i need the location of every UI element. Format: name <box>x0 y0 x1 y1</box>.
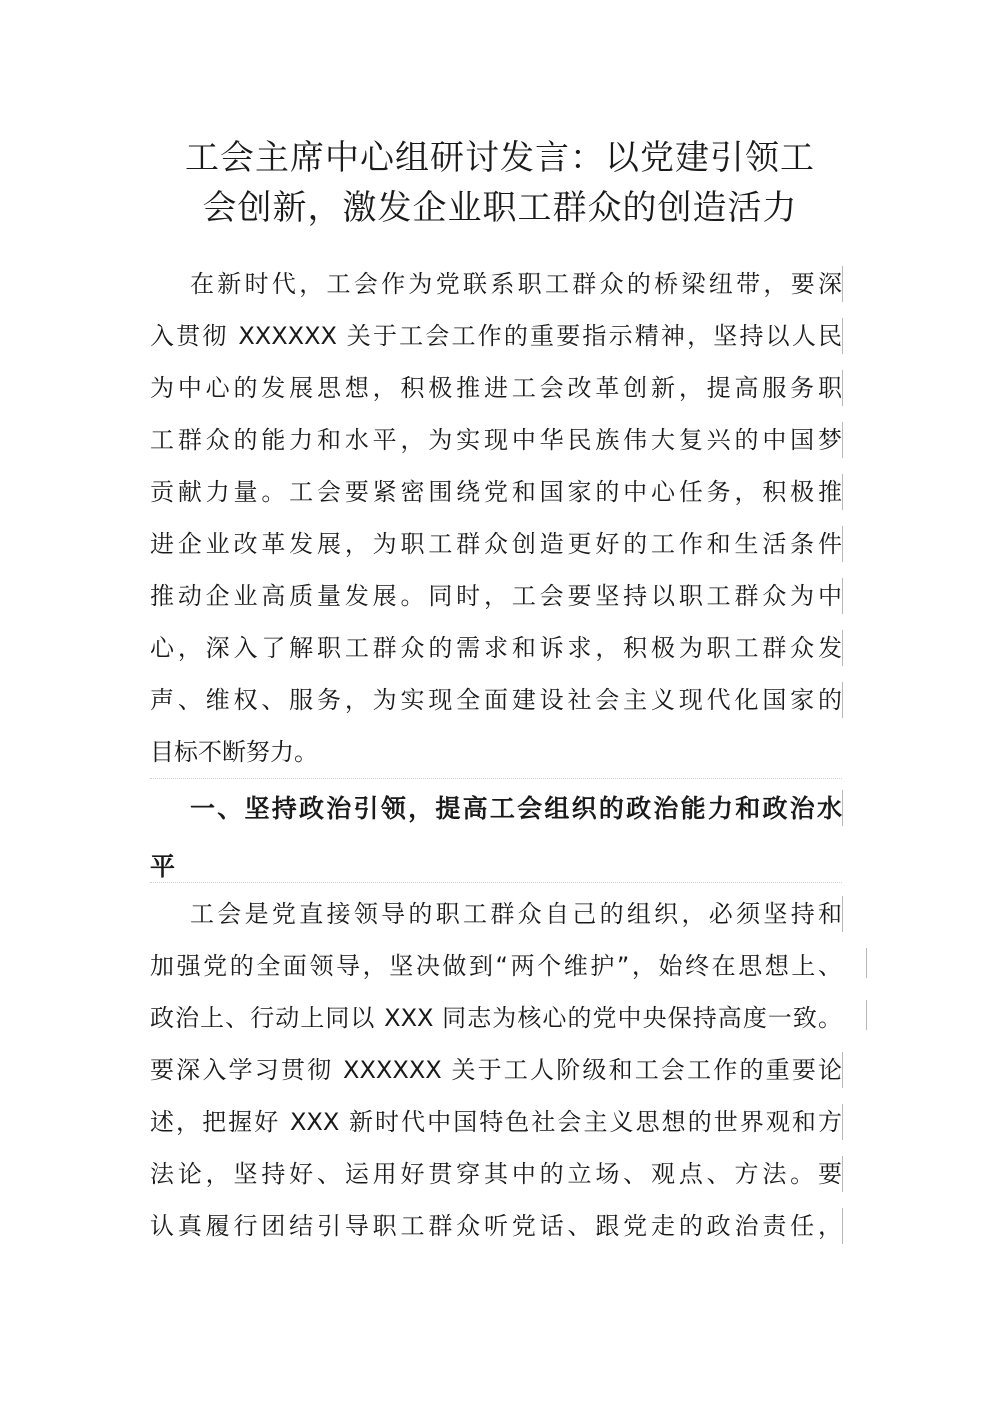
intro-paragraph <box>150 258 842 778</box>
paragraph-line: 声、维权、服务，为实现全面建设社会主义现代化国家的 <box>150 686 842 714</box>
paragraph-line: 进企业改革发展，为职工群众创造更好的工作和生活条件 <box>150 530 842 558</box>
margin-mark <box>842 896 843 932</box>
title-line: 会创新，激发企业职工群众的创造活力 <box>202 188 798 228</box>
margin-mark <box>842 1104 843 1140</box>
paragraph-line: 贡献力量。工会要紧密围绕党和国家的中心任务，积极推 <box>150 478 842 506</box>
paragraph-line: 述，把握好 XXX 新时代中国特色社会主义思想的世界观和方 <box>150 1108 842 1136</box>
margin-mark <box>842 1208 843 1244</box>
section-divider <box>150 778 842 779</box>
paragraph-line: 政治上、行动上同以 XXX 同志为核心的党中央保持高度一致。 <box>150 1004 842 1032</box>
margin-mark <box>842 422 843 458</box>
margin-mark <box>866 1000 867 1030</box>
heading-line: 平 <box>150 852 176 881</box>
margin-mark <box>842 630 843 666</box>
paragraph-line: 认真履行团结引导职工群众听党话、跟党走的政治责任， <box>150 1212 842 1240</box>
paragraph-line: 入贯彻 XXXXXX 关于工会工作的重要指示精神，坚持以人民 <box>150 322 842 350</box>
margin-mark <box>842 1156 843 1192</box>
paragraph-line: 心，深入了解职工群众的需求和诉求，积极为职工群众发 <box>150 634 842 662</box>
margin-mark <box>842 682 843 718</box>
paragraph-line: 要深入学习贯彻 XXXXXX 关于工人阶级和工会工作的重要论 <box>150 1056 842 1084</box>
margin-mark <box>842 474 843 510</box>
paragraph-line: 为中心的发展思想，积极推进工会改革创新，提高服务职 <box>150 374 842 402</box>
margin-mark <box>842 318 843 354</box>
paragraph-line: 工群众的能力和水平，为实现中华民族伟大复兴的中国梦 <box>150 426 842 454</box>
paragraph-line: 推动企业高质量发展。同时，工会要坚持以职工群众为中 <box>150 582 842 610</box>
section-divider <box>150 882 842 883</box>
margin-mark <box>842 578 843 614</box>
section-heading <box>150 780 842 896</box>
document-title <box>150 133 850 233</box>
paragraph-line: 加强党的全面领导，坚决做到“两个维护”，始终在思想上、 <box>150 952 842 980</box>
margin-mark <box>842 266 843 302</box>
heading-line: 一、坚持政治引领，提高工会组织的政治能力和政治水 <box>190 794 842 823</box>
paragraph-line: 工会是党直接领导的职工群众自己的组织，必须坚持和 <box>190 900 842 928</box>
paragraph-line: 在新时代，工会作为党联系职工群众的桥梁纽带，要深 <box>190 270 842 298</box>
margin-mark <box>842 1052 843 1088</box>
paragraph-line: 法论，坚持好、运用好贯穿其中的立场、观点、方法。要 <box>150 1160 842 1188</box>
paragraph-line: 目标不断努力。 <box>150 738 318 766</box>
margin-mark <box>842 370 843 406</box>
title-line: 工会主席中心组研讨发言：以党建引领工 <box>185 138 815 178</box>
margin-mark <box>842 526 843 562</box>
margin-mark <box>866 948 867 978</box>
margin-mark <box>842 790 843 826</box>
section1-paragraph <box>150 888 842 1252</box>
